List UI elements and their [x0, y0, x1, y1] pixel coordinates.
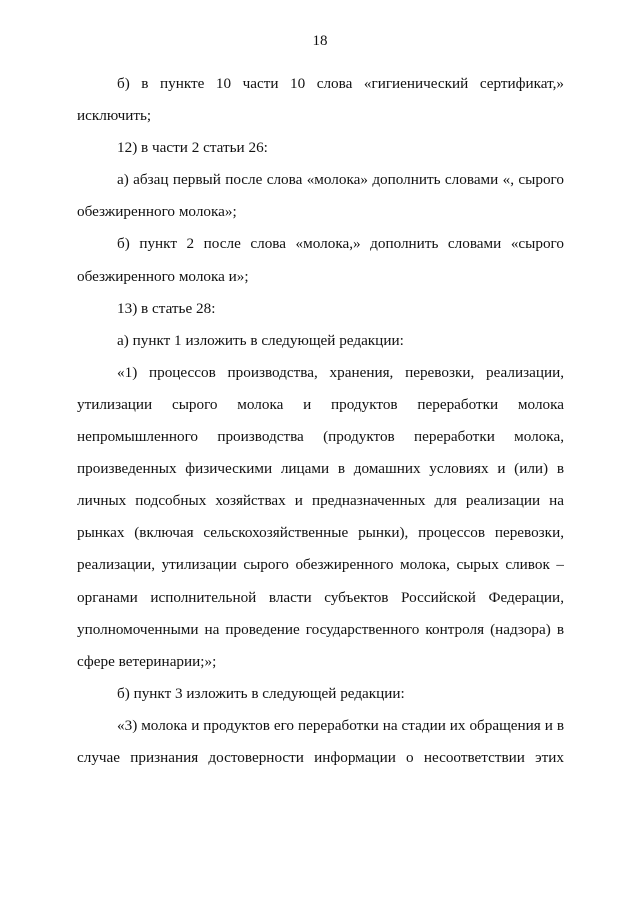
document-body	[77, 68, 564, 774]
text-line: личных подсобных хозяйствах и предназначенных для реализации на	[77, 492, 564, 510]
text-line: 13) в статье 28:	[117, 299, 216, 317]
text-line: 12) в части 2 статьи 26:	[117, 139, 268, 157]
text-line: «1) процессов производства, хранения, перевозки, реализации,	[117, 363, 564, 381]
text-line: органами исполнительной власти субъектов Российской Федерации,	[77, 588, 564, 606]
text-line: а) пункт 1 изложить в следующей редакции:	[117, 331, 404, 349]
text-line: утилизации сырого молока и продуктов переработки молока	[77, 395, 564, 413]
text-line: б) пункт 3 изложить в следующей редакции:	[117, 684, 405, 702]
text-line: обезжиренного молока»;	[77, 203, 237, 221]
page-number: 18	[312, 33, 328, 49]
text-line: б) пункт 2 после слова «молока,» дополнить словами «сырого	[117, 235, 564, 253]
text-line: а) абзац первый после слова «молока» дополнить словами «, сырого	[117, 171, 564, 189]
text-line: произведенных физическими лицами в домашних условиях и (или) в	[77, 460, 564, 478]
text-line: случае признания достоверности информации о несоответствии этих	[77, 748, 564, 766]
text-line: рынках (включая сельскохозяйственные рынки), процессов перевозки,	[77, 524, 564, 542]
text-line: сфере ветеринарии;»;	[77, 652, 217, 670]
text-line: обезжиренного молока и»;	[77, 267, 249, 285]
text-line: уполномоченными на проведение государственного контроля (надзора) в	[77, 620, 564, 638]
text-line: исключить;	[77, 107, 152, 125]
text-line: «3) молока и продуктов его переработки на стадии их обращения и в	[117, 716, 564, 734]
text-line: реализации, утилизации сырого обезжиренного молока, сырых сливок –	[77, 556, 564, 574]
text-line: непромышленного производства (продуктов переработки молока,	[77, 428, 564, 446]
text-line: б) в пункте 10 части 10 слова «гигиенический сертификат,»	[117, 75, 564, 92]
